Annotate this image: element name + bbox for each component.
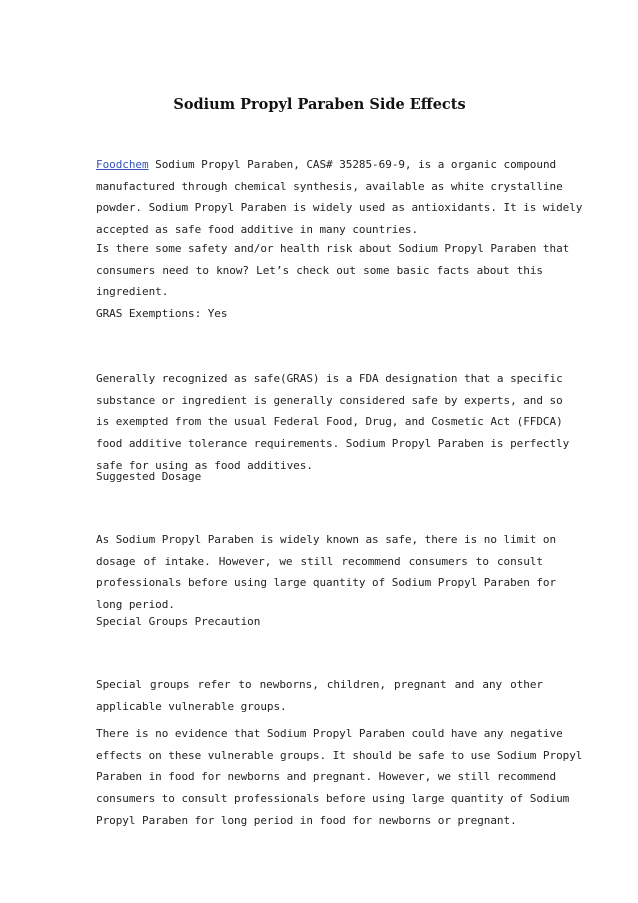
gras-heading xyxy=(96,303,543,325)
dosage-line: As Sodium Propyl Paraben is widely known as safe, there is no limit on xyxy=(96,533,557,546)
intro-line-2: manufactured through chemical synthesis, available as white crystalline xyxy=(96,179,563,193)
special-line: Special groups refer to newborns, children, pregnant and any other xyxy=(96,678,543,691)
intro-line-1 xyxy=(96,154,557,176)
gras-line: Generally recognized as safe(GRAS) is a FDA designation that a specific xyxy=(96,372,563,385)
question-line: Is there some safety and/or health risk about Sodium Propyl Paraben that xyxy=(96,242,570,255)
dosage-line: long period. xyxy=(96,598,175,612)
gras-line: safe for using as food additives. xyxy=(96,458,313,472)
evidence-line: effects on these vulnerable groups. It should be safe to use Sodium Propyl xyxy=(96,748,583,762)
intro-paragraph xyxy=(96,154,583,241)
foodchem-link[interactable]: Foodchem xyxy=(96,158,149,171)
dosage-paragraph xyxy=(96,529,557,616)
evidence-paragraph xyxy=(96,723,583,831)
gras-paragraph xyxy=(96,368,570,476)
page-title: Sodium Propyl Paraben Side Effects xyxy=(173,96,466,113)
evidence-line: Propyl Paraben for long period in food for newborns or pregnant. xyxy=(96,813,517,827)
evidence-line: consumers to consult professionals before using large quantity of Sodium xyxy=(96,792,570,806)
dosage-heading xyxy=(96,466,543,488)
intro-line-1-text: Sodium Propyl Paraben, CAS# 35285-69-9, is a organic compound xyxy=(148,158,557,171)
evidence-line: Paraben in food for newborns and pregnant. However, we still recommend xyxy=(96,770,557,784)
special-line: applicable vulnerable groups. xyxy=(96,699,287,713)
gras-line: substance or ingredient is generally considered safe by experts, and so xyxy=(96,393,563,407)
evidence-line: There is no evidence that Sodium Propyl Paraben could have any negative xyxy=(96,727,563,740)
question-line: ingredient. xyxy=(96,285,169,299)
dosage-line: professionals before using large quantity of Sodium Propyl Paraben for xyxy=(96,576,557,590)
question-line: consumers need to know? Let’s check out some basic facts about this xyxy=(96,263,543,277)
special-heading-text: Special Groups Precaution xyxy=(96,615,261,628)
intro-line-3: powder. Sodium Propyl Paraben is widely used as antioxidants. It is widely xyxy=(96,201,583,215)
gras-heading-text: GRAS Exemptions: Yes xyxy=(96,307,228,320)
special-paragraph xyxy=(96,674,543,717)
question-paragraph xyxy=(96,238,570,303)
gras-line: food additive tolerance requirements. Sodium Propyl Paraben is perfectly xyxy=(96,437,570,451)
intro-line-4: accepted as safe food additive in many countries. xyxy=(96,223,419,237)
dosage-heading-text: Suggested Dosage xyxy=(96,470,202,483)
gras-line: is exempted from the usual Federal Food, Drug, and Cosmetic Act (FFDCA) xyxy=(96,415,563,429)
dosage-line: dosage of intake. However, we still recommend consumers to consult xyxy=(96,554,543,568)
special-heading xyxy=(96,611,543,633)
